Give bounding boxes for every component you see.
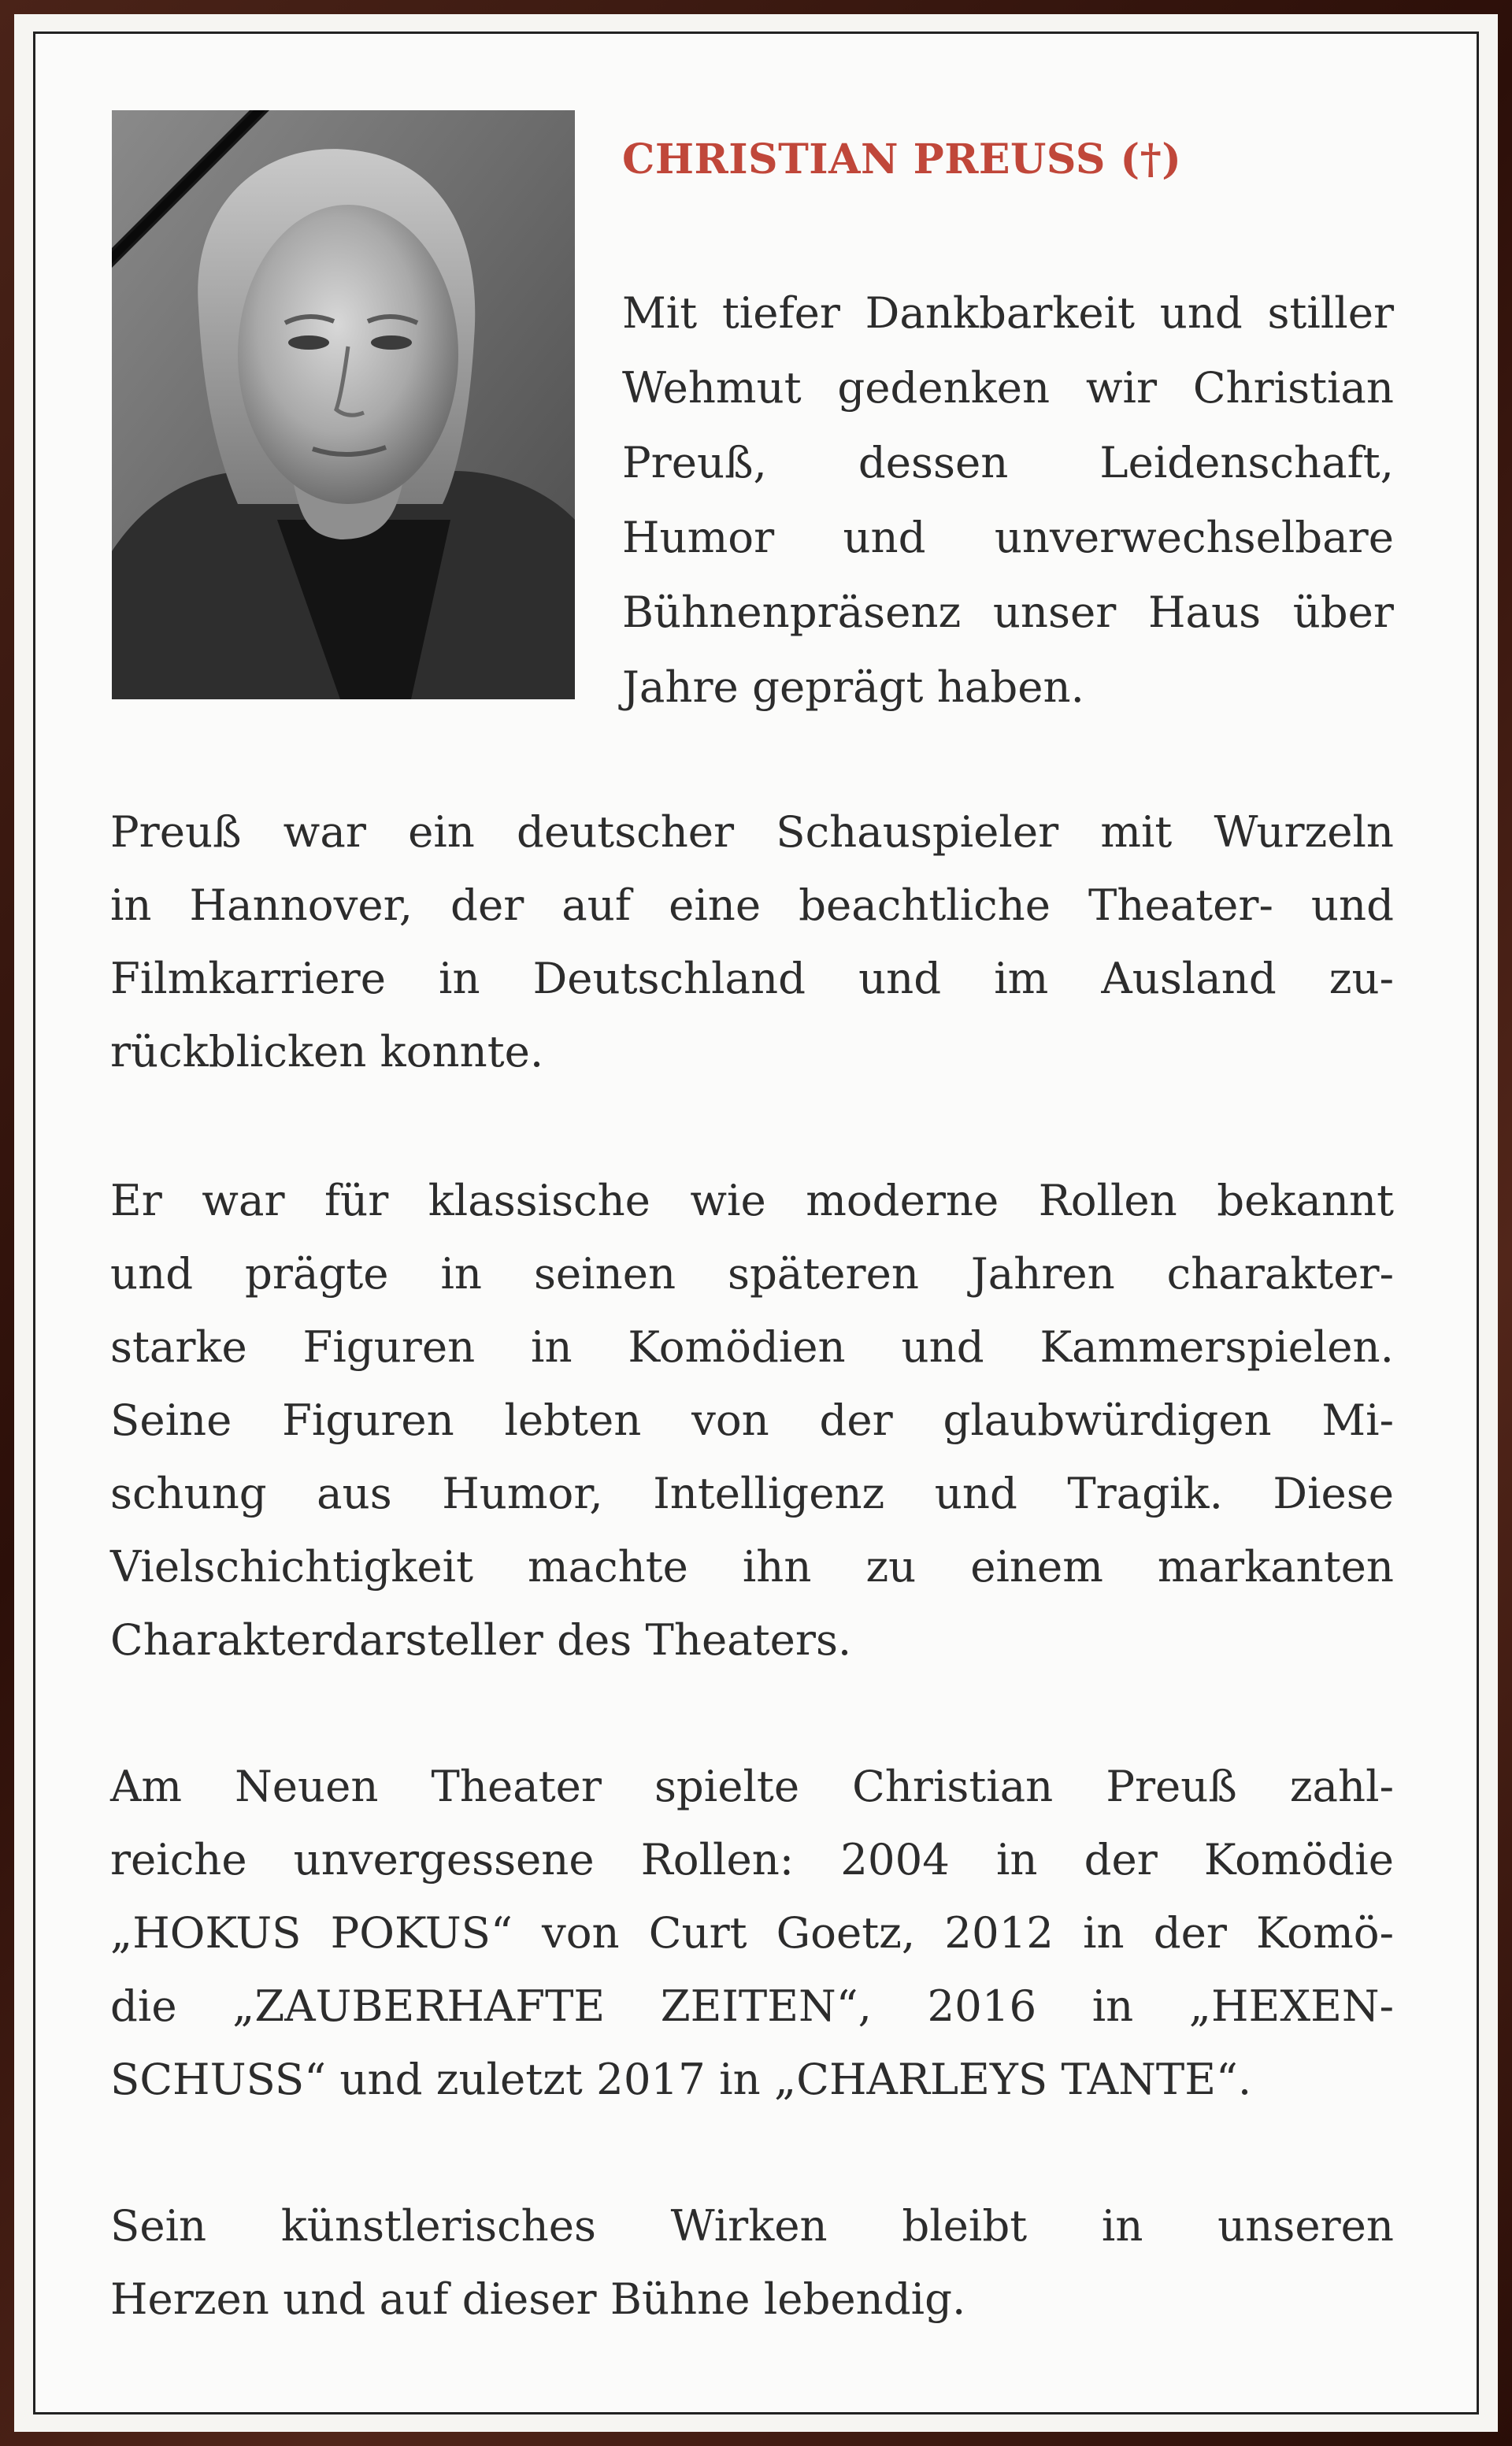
paragraph-line: rückblicken konnte. [110,1026,544,1077]
paragraph-line: Preuß war ein deutscher Schauspieler mit Wurzeln [110,806,1394,857]
paragraph-neues-theater [110,1750,1394,2116]
intro-line: Jahre geprägt haben. [622,662,1084,712]
intro-line: Humor und unverwechselbare [622,512,1394,562]
paragraph-line: schung aus Humor, Intelligenz und Tragik. Diese [110,1468,1394,1518]
paragraph-line: die „ZAUBERHAFTE ZEITEN“, 2016 in „HEXEN- [110,1981,1394,2031]
paragraph-line: Sein künstlerisches Wirken bleibt in unseren [110,2200,1394,2251]
paragraph-line: Herzen und auf dieser Bühne lebendig. [110,2274,966,2324]
paragraph-line: starke Figuren in Komödien und Kammerspielen. [110,1321,1394,1372]
intro-line: Bühnenpräsenz unser Haus über [622,587,1394,637]
paragraph-line: Filmkarriere in Deutschland und im Ausland zu- [110,953,1394,1003]
intro-line: Mit tiefer Dankbarkeit und stiller [622,287,1394,338]
paragraph-line: reiche unvergessene Rollen: 2004 in der Komödie [110,1834,1394,1885]
paragraph-line: SCHUSS“ und zuletzt 2017 in „CHARLEYS TANTE“. [110,2054,1252,2104]
intro-line: Preuß, dessen Leidenschaft, [622,437,1394,487]
paragraph-career [110,795,1394,1088]
paragraph-line: in Hannover, der auf eine beachtliche Theater- und [110,880,1394,930]
paragraph-closing [110,2189,1394,2336]
paragraph-line: „HOKUS POKUS“ von Curt Goetz, 2012 in der Komö- [110,1907,1394,1958]
paragraph-line: Er war für klassische wie moderne Rollen bekannt [110,1175,1394,1225]
paragraph-line: Charakterdarsteller des Theaters. [110,1614,852,1665]
intro-text [622,276,1394,725]
paragraph-line: Vielschichtigkeit machte ihn zu einem markanten [110,1541,1394,1592]
obituary-heading: CHRISTIAN PREUSS (†) [622,135,1182,183]
intro-line: Wehmut gedenken wir Christian [622,362,1394,413]
paragraph-line: Am Neuen Theater spielte Christian Preuß zahl- [110,1761,1394,1811]
paragraph-roles [110,1164,1394,1677]
paragraph-line: Seine Figuren lebten von der glaubwürdigen Mi- [110,1395,1394,1445]
paragraph-line: und prägte in seinen späteren Jahren charakter- [110,1248,1394,1299]
portrait-photo [112,110,575,699]
